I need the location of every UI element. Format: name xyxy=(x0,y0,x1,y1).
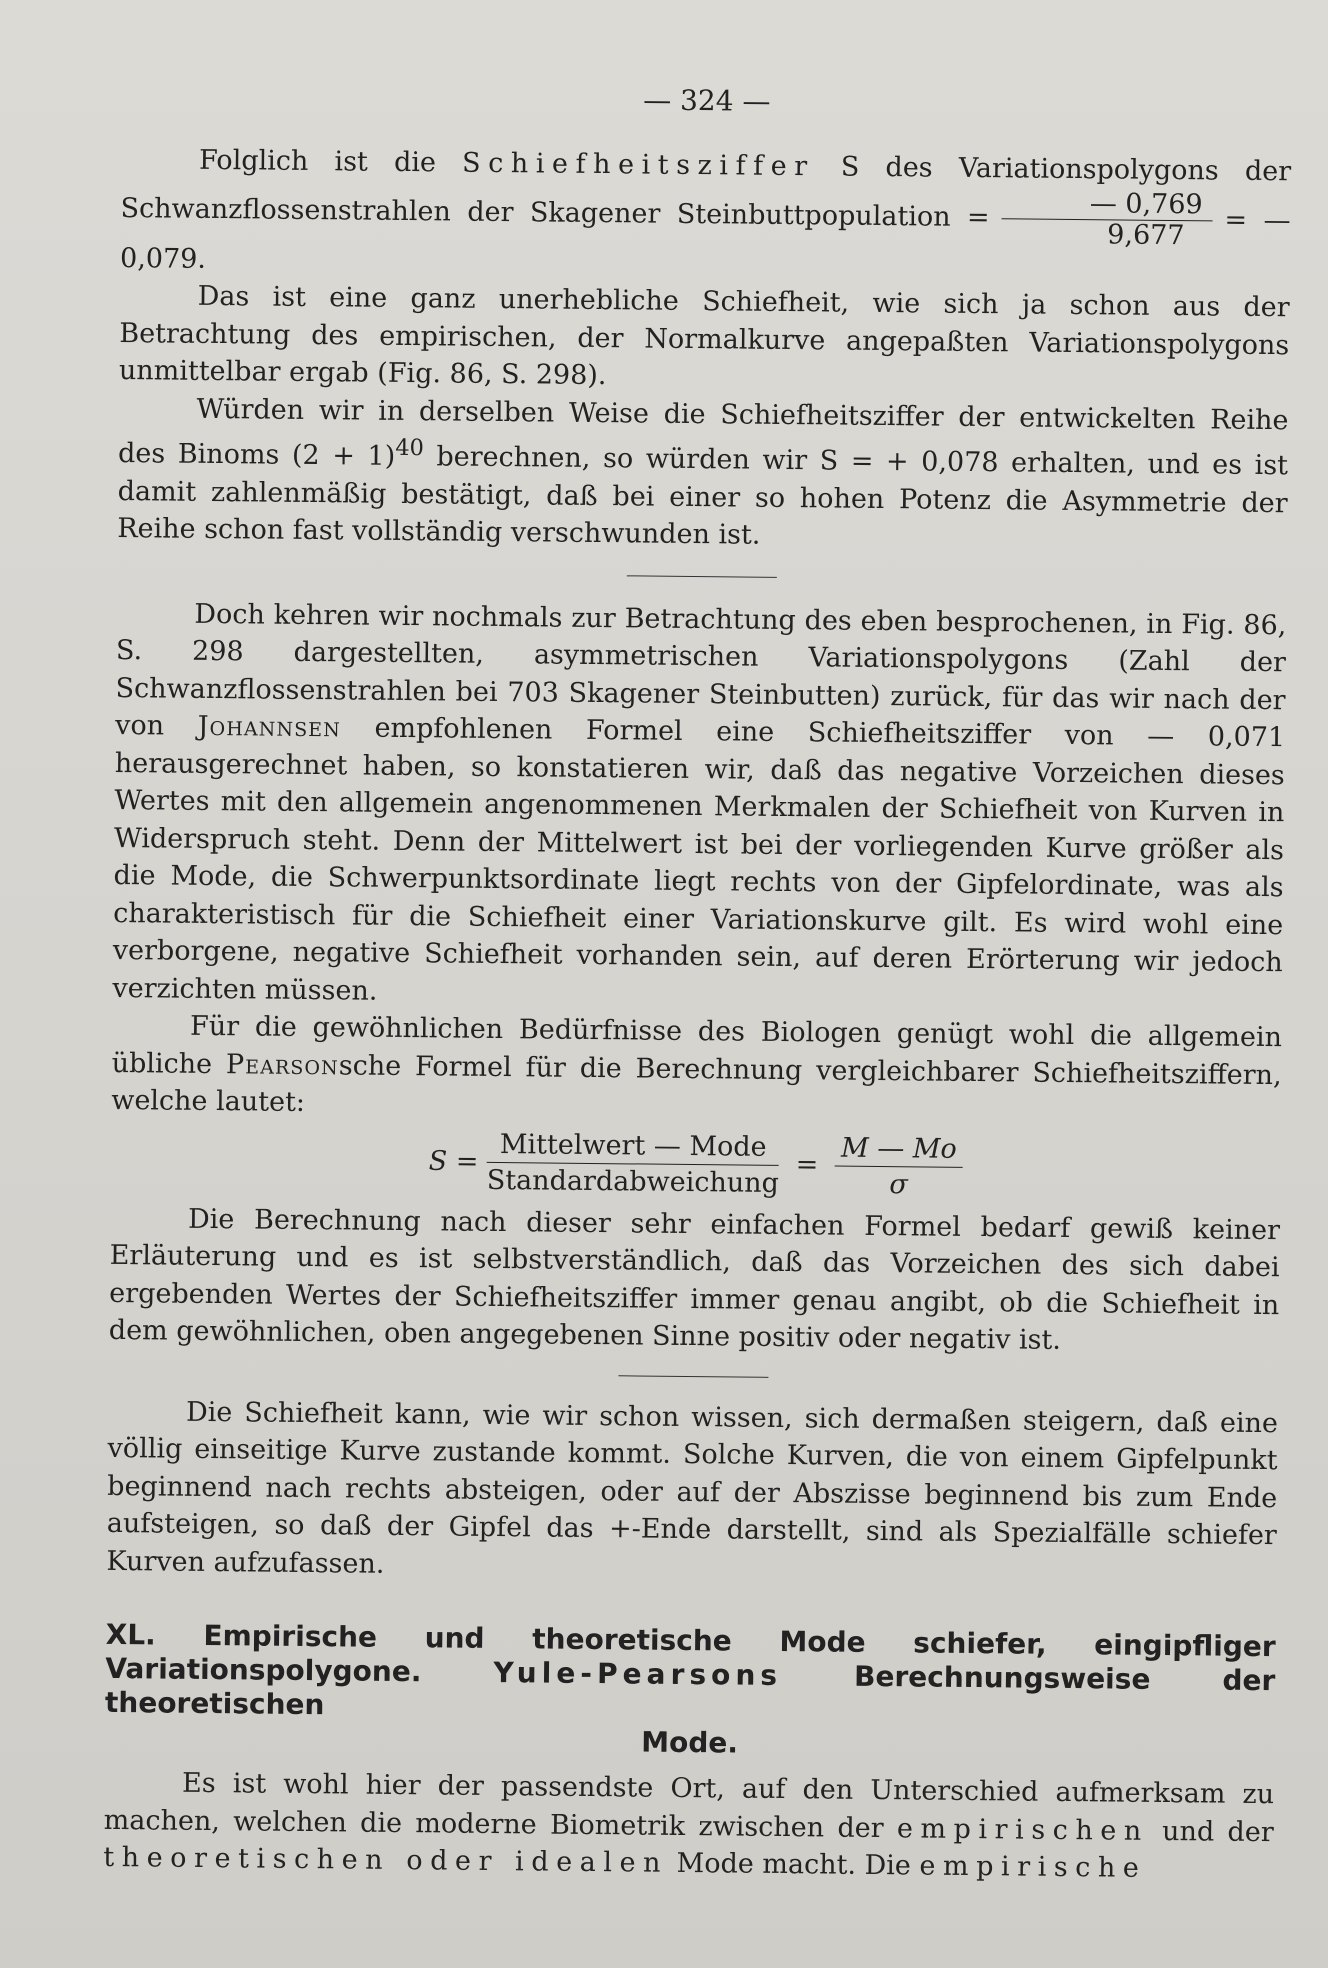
text-run: Mode macht. Die xyxy=(667,1847,920,1882)
fraction-denominator: 9,677 xyxy=(1107,218,1185,251)
text-run: empfohlenen Formel eine Schiefheitsziffer von — 0,071 herausgerechnet haben, so konstatieren wir, daß das negative Vorzeichen dieses Wertes mit den allgemein angenommenen Merkmalen der Schiefheit von Kurven in Widerspruch steht. Denn der Mittelwert ist bei der vorliegenden Kurve größer als die Mode, die Schwerpunktsordinate liegt rechts von der Gipfelordinate, was als charakteristisch für die Schiefheit einer Variationskurve gilt. Es wird wohl eine verborgene, negative Schiefheit vorhanden sein, auf deren Erörterung wir jedoch verzichten müssen. xyxy=(112,712,1286,1007)
section-divider xyxy=(627,575,777,578)
pearson-formula xyxy=(110,1125,1281,1203)
paragraph-skewness-result xyxy=(120,141,1291,289)
heading-text: XL. Empirische und theoretische Mode schiefer, eingipfliger Variationspolygone. xyxy=(105,1617,1276,1689)
paragraph-binomial xyxy=(117,389,1289,559)
text-run: S des Variationspolygons der Schwanzflossenstrahlen der Skagener Steinbuttpopulation = xyxy=(120,151,1292,233)
page-number: — 324 — xyxy=(643,83,771,118)
formula-fraction-words xyxy=(487,1129,780,1198)
spaced-term: Schiefheitsziffer xyxy=(461,147,815,183)
paragraph-insignificant-skew: Das ist eine ganz unerhebliche Schiefheit, wie sich ja schon aus der Betrachtung des empirischen, der Normalkurve angepaßten Variationspolygons unmittelbar ergab (Fig. 86, S. 298). xyxy=(118,280,1290,392)
text-run: Doch kehren wir nochmals zur Betrachtung des eben besprochenen, in Fig. 86, S. 298 dargestellten, asymmetrischen Variationspolygons (Zahl der Schwanzflossenstrahlen bei 703 Skagener Steinbutten) zurück, für das wir nach der von xyxy=(115,598,1287,742)
paragraph-empirical-vs-theoretical xyxy=(103,1764,1274,1889)
page-content xyxy=(103,78,1292,1889)
heading-spaced-name: Yule-Pearsons xyxy=(493,1655,783,1692)
formula-numerator: M — Mo xyxy=(835,1133,963,1167)
paragraph-pearson-formula-intro xyxy=(111,1007,1282,1132)
formula-denominator: σ xyxy=(889,1168,908,1200)
paragraph-one-sided-curves: Die Schiefheit kann, wie wir schon wissen, sich dermaßen steigern, daß eine völlig einseitige Kurve zustande kommt. Solche Kurven, die von einem Gipfelpunkt beginnend nach rechts absteigen, oder auf der Abszisse beginnend bis zum Ende aufsteigen, so daß der Gipfel das +-Ende darstellt, sind als Spezialfälle schiefer Kurven aufzufassen. xyxy=(106,1396,1279,1580)
text-run: Für die gewöhnlichen Bedürfnisse des Biologen genügt wohl die allgemein übliche xyxy=(111,1010,1283,1080)
spaced-term: empirischen xyxy=(896,1812,1150,1847)
formula-denominator: Standardabweichung xyxy=(486,1164,780,1199)
section-heading xyxy=(104,1618,1275,1766)
fraction-numerator: — 0,769 xyxy=(1002,188,1213,221)
author-name: Johannsen xyxy=(197,710,342,744)
author-name: Pearson xyxy=(225,1048,340,1081)
spaced-term: theoretischen oder idealen xyxy=(103,1841,669,1879)
spaced-term: empirische xyxy=(919,1850,1147,1884)
text-run: sche Formel für die Berechnung vergleichbarer Schiefheitsziffern, welche lautet: xyxy=(111,1049,1282,1118)
text-run: berechnen, so würden wir S = + 0,078 erhalten, und es ist damit zahlenmäßig bestätigt, daß bei einer so hohen Potenz die Asymmetrie der Reihe schon fast vollständig verschwunden ist. xyxy=(117,441,1289,551)
text-run: Es ist wohl hier der passendste Ort, auf den Unterschied aufmerksam zu machen, welchen die moderne Biometrik zwischen der xyxy=(103,1767,1275,1844)
formula-equals: = xyxy=(795,1149,819,1181)
formula-numerator: Mittelwert — Mode xyxy=(487,1129,779,1165)
formula-fraction-symbols xyxy=(835,1133,963,1200)
inline-fraction xyxy=(1001,188,1213,251)
paragraph-return-to-polygon xyxy=(112,594,1286,1019)
section-divider xyxy=(618,1375,768,1378)
heading-text: Berechnungsweise der theoretischen xyxy=(104,1659,1276,1722)
formula-lhs: S = xyxy=(428,1145,479,1177)
text-run: Würden wir in derselben Weise die Schiefheitsziffer der entwickelten Reihe des Binoms (2 + 1) xyxy=(117,393,1289,472)
text-run: Folglich ist die xyxy=(198,144,463,179)
text-run: = — 0,079. xyxy=(119,204,1291,275)
text-run: und der xyxy=(1148,1815,1274,1848)
paragraph-formula-explanation: Die Berechnung nach dieser sehr einfachen Formel bedarf gewiß keiner Erläuterung und es ist selbstverständlich, daß das Vorzeichen des sich dabei ergebenden Wertes der Schiefheitsziffer immer genau angibt, ob die Schiefheit in dem gewöhnlichen, oben angegebenen Sinne positiv oder negativ ist. xyxy=(108,1203,1281,1356)
exponent: 40 xyxy=(395,434,425,462)
heading-text: Mode. xyxy=(641,1725,739,1760)
